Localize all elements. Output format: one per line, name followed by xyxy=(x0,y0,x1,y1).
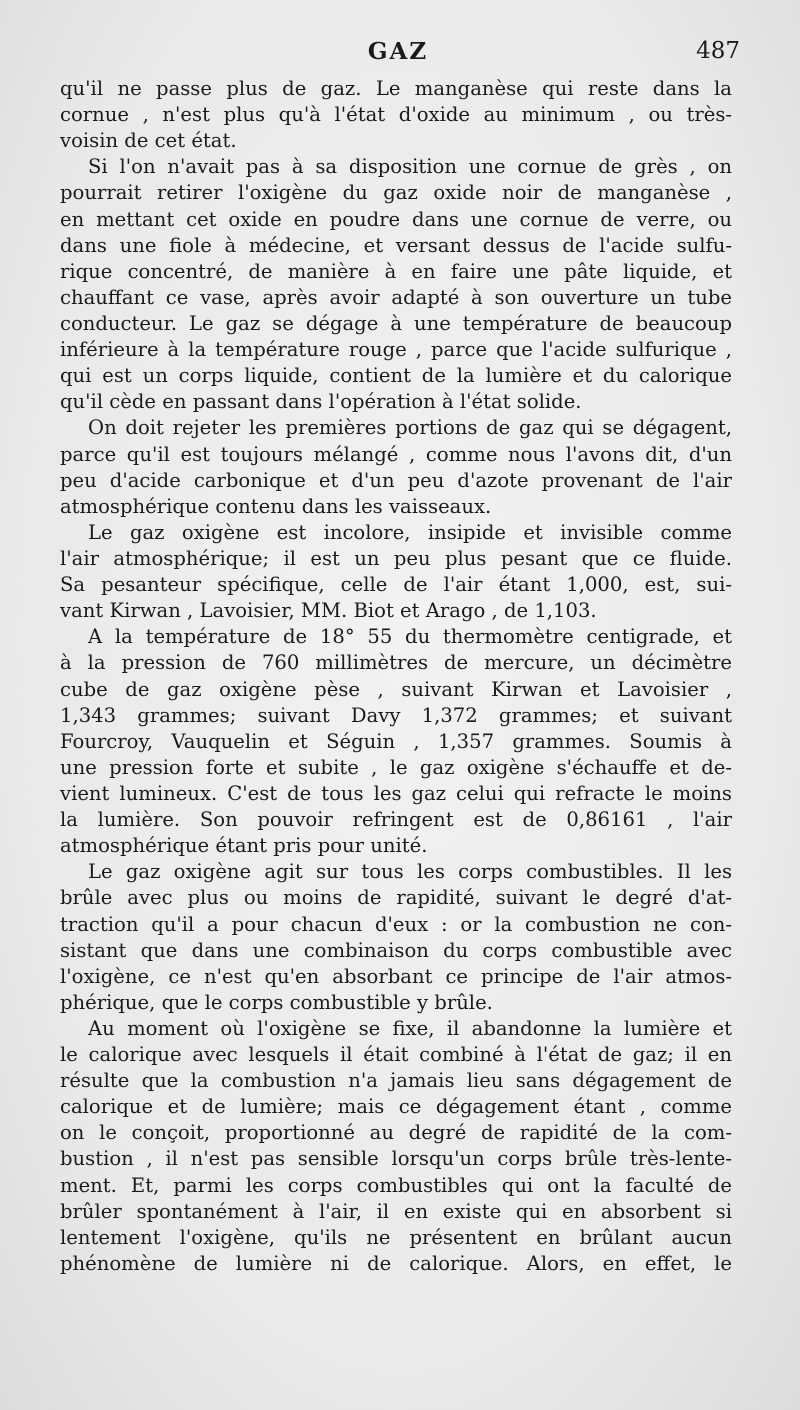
text-line: traction qu'il a pour chacun d'eux : or la combustion ne con- xyxy=(60,912,732,936)
text-line: en mettant cet oxide en poudre dans une cornue de verre, ou xyxy=(60,207,732,231)
text-line: pourrait retirer l'oxigène du gaz oxide noir de manganèse , xyxy=(60,181,732,205)
text-line: Si l'on n'avait pas à sa disposition une cornue de grès , on xyxy=(88,155,732,179)
running-title: GAZ xyxy=(367,38,429,65)
text-line: rique concentré, de manière à en faire une pâte liquide, et xyxy=(60,259,732,283)
text-line: Sa pesanteur spécifique, celle de l'air étant 1,000, est, sui- xyxy=(60,573,732,597)
text-line: voisin de cet état. xyxy=(60,129,237,153)
page-header xyxy=(58,38,738,68)
text-line: sistant que dans une combinaison du corps combustible avec xyxy=(60,938,732,962)
body-text xyxy=(60,76,732,1277)
text-line: inférieure à la température rouge , parce que l'acide sulfurique , xyxy=(60,338,732,362)
text-line: A la température de 18° 55 du thermomètre centigrade, et xyxy=(88,625,732,649)
text-line: calorique et de lumière; mais ce dégagement étant , comme xyxy=(60,1095,732,1119)
text-line: atmosphérique étant pris pour unité. xyxy=(60,834,428,858)
text-line: à la pression de 760 millimètres de mercure, un décimètre xyxy=(60,651,732,675)
text-line: 1,343 grammes; suivant Davy 1,372 grammes; et suivant xyxy=(60,703,732,727)
text-line: cube de gaz oxigène pèse , suivant Kirwan et Lavoisier , xyxy=(60,677,732,701)
text-line: parce qu'il est toujours mélangé , comme nous l'avons dit, d'un xyxy=(60,442,732,466)
text-line: cornue , n'est plus qu'à l'état d'oxide au minimum , ou très- xyxy=(60,103,732,127)
text-line: Le gaz oxigène est incolore, insipide et invisible comme xyxy=(88,520,732,544)
text-line: chauffant ce vase, après avoir adapté à son ouverture un tube xyxy=(60,285,732,309)
text-line: Fourcroy, Vauquelin et Séguin , 1,357 grammes. Soumis à xyxy=(60,729,732,753)
text-line: On doit rejeter les premières portions de gaz qui se dégagent, xyxy=(88,416,732,440)
text-line: qu'il ne passe plus de gaz. Le manganèse qui reste dans la xyxy=(60,77,732,100)
text-line: l'oxigène, ce n'est qu'en absorbant ce principe de l'air atmos- xyxy=(60,964,732,988)
text-line: une pression forte et subite , le gaz oxigène s'échauffe et de- xyxy=(60,755,732,779)
text-line: brûle avec plus ou moins de rapidité, suivant le degré d'at- xyxy=(60,886,732,910)
text-line: bustion , il n'est pas sensible lorsqu'un corps brûle très-lente- xyxy=(60,1147,732,1171)
text-line: l'air atmosphérique; il est un peu plus pesant que ce fluide. xyxy=(60,546,732,570)
text-line: Le gaz oxigène agit sur tous les corps combustibles. Il les xyxy=(88,860,732,884)
text-line: la lumière. Son pouvoir refringent est de 0,86161 , l'air xyxy=(60,808,732,832)
text-line: qui est un corps liquide, contient de la lumière et du calorique xyxy=(60,364,732,388)
text-line: résulte que la combustion n'a jamais lieu sans dégagement de xyxy=(60,1069,732,1093)
text-line: phérique, que le corps combustible y brûle. xyxy=(60,990,493,1014)
text-line: conducteur. Le gaz se dégage à une température de beaucoup xyxy=(60,311,732,335)
text-line: le calorique avec lesquels il était combiné à l'état de gaz; il en xyxy=(60,1043,732,1067)
text-line: phénomène de lumière ni de calorique. Alors, en effet, le xyxy=(60,1251,732,1275)
text-line: brûler spontanément à l'air, il en existe qui en absorbent si xyxy=(60,1199,732,1223)
text-line: peu d'acide carbonique et d'un peu d'azote provenant de l'air xyxy=(60,468,732,492)
text-line: vient lumineux. C'est de tous les gaz celui qui refracte le moins xyxy=(60,781,732,805)
text-line: atmosphérique contenu dans les vaisseaux. xyxy=(60,494,492,518)
text-line: dans une fiole à médecine, et versant dessus de l'acide sulfu- xyxy=(60,233,732,257)
text-line: lentement l'oxigène, qu'ils ne présentent en brûlant aucun xyxy=(60,1225,732,1249)
page-number: 487 xyxy=(696,38,740,64)
text-line: vant Kirwan , Lavoisier, MM. Biot et Arago , de 1,103. xyxy=(60,599,597,623)
text-line: Au moment où l'oxigène se fixe, il abandonne la lumière et xyxy=(88,1016,732,1040)
text-line: qu'il cède en passant dans l'opération à l'état solide. xyxy=(60,390,582,414)
text-line: ment. Et, parmi les corps combustibles qui ont la faculté de xyxy=(60,1173,732,1197)
text-line: on le conçoit, proportionné au degré de rapidité de la com- xyxy=(60,1121,732,1145)
